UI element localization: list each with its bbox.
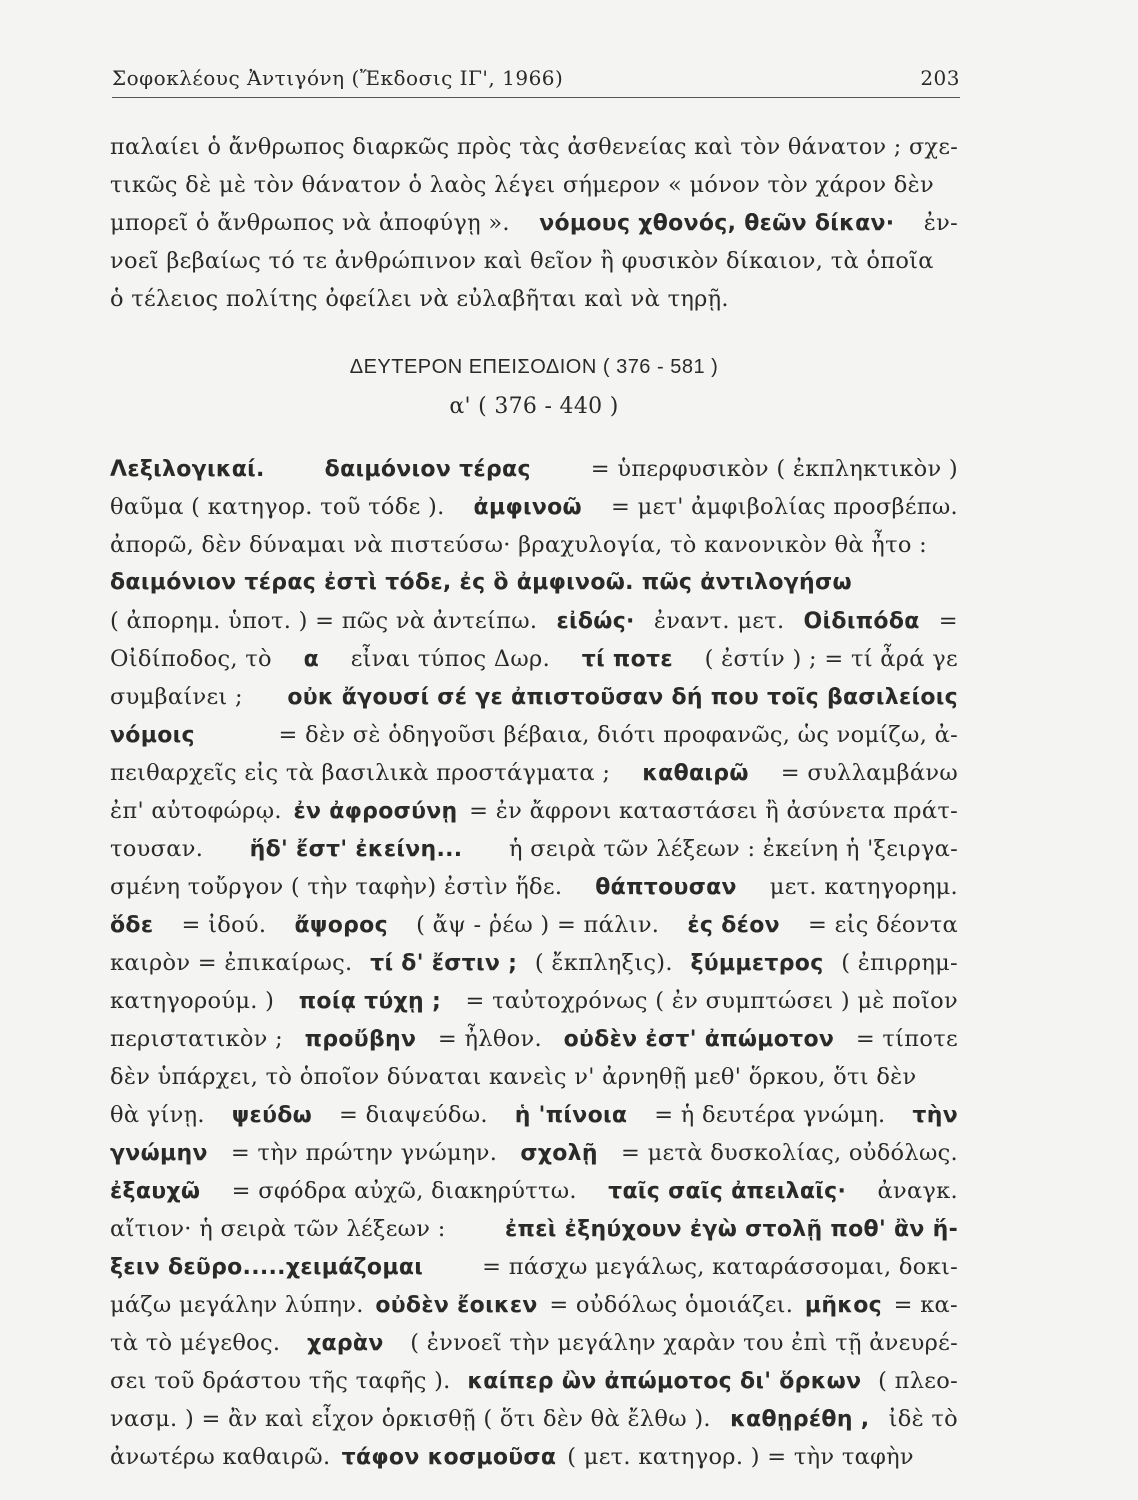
- paragraph-vocabulary: [110, 450, 958, 1476]
- text-segment: νασμ. ) = ἂν καὶ εἶχον ὁρκισθῇ ( ὅτι δὲν θὰ ἔλθω ).: [110, 1406, 711, 1432]
- text-segment: = ἦλθον.: [437, 1026, 542, 1052]
- text-segment: = τὴν πρώτην γνώμην.: [230, 1140, 498, 1166]
- lemma-term: ἡ 'πίνοια: [514, 1103, 628, 1128]
- page-number: 203: [920, 66, 960, 90]
- text-segment: = δὲν σὲ ὁδηγοῦσι βέβαια, διότι προφανῶς, ὡς νομίζω, ἀ-: [278, 722, 958, 748]
- text-segment: τουσαν.: [110, 836, 204, 862]
- lemma-term: καθαιρῶ: [642, 761, 749, 786]
- text-segment: σει τοῦ δράστου τῆς ταφῆς ).: [110, 1368, 451, 1394]
- lemma-term: ἥδ' ἔστ' ἐκείνη...: [249, 837, 463, 862]
- text-line: [110, 830, 958, 868]
- text-segment: μάζω μεγάλην λύπην.: [110, 1292, 364, 1318]
- text-segment: νοεῖ βεβαίως τό τε ἀνθρώπινον καὶ θεῖον ἢ φυσικὸν δίκαιον, τὰ ὁποῖα: [110, 248, 934, 274]
- text-segment: εἶναι τύπος Δωρ.: [350, 646, 551, 672]
- lemma-term: ἐπεὶ ἐξηύχουν ἐγὼ στολῇ ποθ' ἂν ἥ-: [504, 1217, 958, 1242]
- text-segment: = εἰς δέοντα: [808, 912, 958, 938]
- lemma-term: τί ποτε: [581, 647, 673, 672]
- text-segment: ( ἐπιρρημ-: [841, 950, 958, 976]
- text-segment: ( ἔκπληξις).: [534, 950, 673, 976]
- text-line: [110, 450, 958, 488]
- text-segment: = ὑπερφυσικὸν ( ἐκπληκτικὸν ): [590, 456, 958, 482]
- text-segment: = οὐδόλως ὁμοιάζει.: [549, 1292, 794, 1318]
- text-line: [110, 792, 958, 830]
- text-line: [110, 1248, 958, 1286]
- lemma-term: ποίᾳ τύχῃ ;: [298, 989, 442, 1014]
- lemma-term: τάφον κοσμοῦσα: [341, 1445, 557, 1470]
- header-rule: [112, 97, 960, 98]
- text-line: [110, 602, 958, 640]
- text-line: [110, 242, 958, 280]
- text-segment: παλαίει ὁ ἄνθρωπος διαρκῶς πρὸς τὰς ἀσθενείας καὶ τὸν θάνατον ; σχε-: [110, 134, 959, 160]
- text-segment: = ἡ δευτέρα γνώμη.: [654, 1102, 886, 1128]
- lemma-term: σχολῇ: [520, 1141, 598, 1166]
- lemma-term: γνώμην: [110, 1141, 208, 1166]
- text-segment: ἀπορῶ, δὲν δύναμαι νὰ πιστεύσω· βραχυλογία, τὸ κανονικὸν θὰ ἦτο :: [110, 532, 928, 558]
- text-line: [110, 280, 958, 318]
- text-line: [110, 906, 958, 944]
- lemma-term: α: [303, 647, 319, 672]
- text-segment: καιρὸν = ἐπικαίρως.: [110, 950, 353, 976]
- text-segment: τὰ τὸ μέγεθος.: [110, 1330, 281, 1356]
- text-segment: μπορεῖ ὁ ἄνθρωπος νὰ ἀποφύγῃ ».: [110, 210, 510, 236]
- lemma-term: ξειν δεῦρο.....χειμάζομαι: [110, 1255, 424, 1280]
- lemma-term: ταῖς σαῖς ἀπειλαῖς·: [608, 1179, 847, 1204]
- text-segment: ἐπ' αὐτοφώρῳ.: [110, 798, 282, 824]
- lemma-term: δαιμόνιον τέρας: [324, 457, 531, 482]
- text-line: [110, 204, 958, 242]
- text-segment: θαῦμα ( κατηγορ. τοῦ τόδε ).: [110, 494, 445, 520]
- text-line: [110, 754, 958, 792]
- text-segment: = ταὐτοχρόνως ( ἐν συμπτώσει ) μὲ ποῖον: [465, 988, 958, 1014]
- text-segment: αἴτιον· ἡ σειρὰ τῶν λέξεων :: [110, 1216, 446, 1242]
- text-line: [110, 1058, 958, 1096]
- text-segment: ἡ σειρὰ τῶν λέξεων : ἐκείνη ἡ 'ξειργα-: [508, 836, 958, 862]
- text-segment: δὲν ὑπάρχει, τὸ ὁποῖον δύναται κανεὶς ν' ἀρνηθῇ μεθ' ὅρκου, ὅτι δὲν: [110, 1064, 917, 1090]
- lemma-term: οὐδὲν ἐστ' ἀπώμοτον: [563, 1027, 835, 1052]
- text-segment: ( ἀπορημ. ὑποτ. ) = πῶς νὰ ἀντείπω.: [110, 608, 538, 634]
- lemma-term: προὔβην: [304, 1027, 417, 1052]
- lemma-term: καθῃρέθη ,: [730, 1407, 870, 1432]
- lemma-term: δαιμόνιον τέρας ἐστὶ τόδε, ἐς ὃ ἀμφινοῶ. πῶς ἀντιλογήσω: [110, 570, 852, 595]
- header-title: Σοφοκλέους Ἀντιγόνη (Ἔκδοσις ΙΓ', 1966): [112, 66, 564, 90]
- text-line: [110, 128, 958, 166]
- lemma-term: μῆκος: [804, 1293, 882, 1318]
- lemma-term: ἐς δέον: [687, 913, 780, 938]
- text-segment: = διαψεύδω.: [338, 1102, 488, 1128]
- text-line: [110, 868, 958, 906]
- lemma-term: ἄψορος: [294, 913, 388, 938]
- lemma-term: νόμους χθονός, θεῶν δίκαν·: [539, 211, 895, 236]
- text-line: [110, 166, 958, 204]
- text-line: [110, 640, 958, 678]
- text-segment: = ἰδού.: [181, 912, 267, 938]
- text-segment: = κα-: [893, 1292, 958, 1318]
- text-segment: = πάσχω μεγάλως, καταράσσομαι, δοκι-: [482, 1254, 958, 1280]
- text-segment: = τίποτε: [855, 1026, 958, 1052]
- lemma-term: θάπτουσαν: [595, 875, 737, 900]
- text-segment: = συλλαμβάνω: [780, 760, 958, 786]
- text-line: [110, 982, 958, 1020]
- text-segment: ( ἄψ - ῥέω ) = πάλιν.: [416, 912, 660, 938]
- lemma-term: οὐδὲν ἔοικεν: [375, 1293, 538, 1318]
- lemma-term: ξύμμετρος: [690, 951, 824, 976]
- text-segment: σμένη τοὔργον ( τὴν ταφὴν) ἐστὶν ἥδε.: [110, 874, 563, 900]
- lemma-term: τί δ' ἔστιν ;: [370, 951, 518, 976]
- text-segment: ἐν-: [923, 210, 958, 236]
- text-segment: ( ἐστίν ) ; = τί ἆρά γε: [704, 646, 958, 672]
- text-line: [110, 1324, 958, 1362]
- lemma-term: νόμοις: [110, 723, 195, 748]
- text-line: [110, 1134, 958, 1172]
- section-heading: ΔΕΥΤΕΡΟΝ ΕΠΕΙΣΟΔΙΟΝ ( 376 - 581 ): [349, 356, 719, 378]
- text-line: [110, 1438, 958, 1476]
- lemma-term: τὴν: [912, 1103, 958, 1128]
- text-segment: κατηγορούμ. ): [110, 988, 275, 1014]
- text-segment: ὁ τέλειος πολίτης ὀφείλει νὰ εὐλαβῆται καὶ νὰ τηρῇ.: [110, 286, 729, 312]
- text-segment: = ἐν ἄφρονι καταστάσει ἢ ἀσύνετα πράτ-: [469, 798, 958, 824]
- text-line: [110, 1210, 958, 1248]
- subsection-heading: α' ( 376 - 440 ): [449, 394, 619, 419]
- text-line: [110, 1286, 958, 1324]
- text-segment: περιστατικὸν ;: [110, 1026, 283, 1052]
- lemma-term: ψεύδω: [231, 1103, 313, 1128]
- text-segment: Οἰδίποδος, τὸ: [110, 646, 272, 672]
- text-line: [110, 716, 958, 754]
- lemma-term: ἐν ἀφροσύνῃ: [293, 799, 458, 824]
- text-line: [110, 1400, 958, 1438]
- text-segment: τικῶς δὲ μὲ τὸν θάνατον ὁ λαὸς λέγει σήμερον « μόνον τὸν χάρον δὲν: [110, 172, 934, 198]
- lemma-term: ὅδε: [110, 913, 154, 938]
- text-segment: πειθαρχεῖς εἰς τὰ βασιλικὰ προστάγματα ;: [110, 760, 611, 786]
- text-segment: ἀνωτέρω καθαιρῶ.: [110, 1444, 331, 1470]
- text-segment: συμβαίνει ;: [110, 684, 243, 710]
- text-segment: =: [938, 608, 958, 634]
- text-segment: ἰδὲ τὸ: [888, 1406, 958, 1432]
- text-line: [110, 526, 958, 564]
- text-line: [110, 564, 958, 602]
- text-line: [110, 1020, 958, 1058]
- text-segment: = μετὰ δυσκολίας, οὐδόλως.: [621, 1140, 958, 1166]
- text-segment: μετ. κατηγορημ.: [769, 874, 958, 900]
- lemma-term: οὐκ ἄγουσί σέ γε ἀπιστοῦσαν δή που τοῖς βασιλείοις: [287, 685, 958, 710]
- text-segment: ( πλεο-: [878, 1368, 958, 1394]
- lemma-term: χαρὰν: [306, 1331, 384, 1356]
- text-line: [110, 1362, 958, 1400]
- paragraph-intro: [110, 128, 958, 318]
- text-segment: ἐναντ. μετ.: [653, 608, 785, 634]
- text-body: [110, 128, 959, 1470]
- text-segment: ( μετ. κατηγορ. ) = τὴν ταφὴν: [567, 1444, 914, 1470]
- lemma-term: ἀμφινοῶ: [473, 495, 582, 520]
- text-segment: ἀναγκ.: [877, 1178, 958, 1204]
- text-line: [110, 678, 958, 716]
- text-segment: = σφόδρα αὐχῶ, διακηρύττω.: [231, 1178, 577, 1204]
- lemma-term: εἰδώς·: [556, 609, 635, 634]
- text-line: [110, 488, 958, 526]
- text-segment: = μετ' ἀμφιβολίας προσβέπω.: [610, 494, 958, 520]
- lemma-term: καίπερ ὢν ἀπώμοτος δι' ὅρκων: [467, 1369, 862, 1394]
- text-line: [110, 1096, 958, 1134]
- lemma-term: Οἰδιπόδα: [803, 609, 920, 634]
- lemma-term: ἐξαυχῶ: [110, 1179, 201, 1204]
- lemma-term: Λεξιλογικαί.: [110, 457, 265, 482]
- text-segment: ( ἐννοεῖ τὴν μεγάλην χαρὰν του ἐπὶ τῇ ἀνευρέ-: [410, 1330, 958, 1356]
- running-head: [112, 60, 960, 96]
- text-segment: θὰ γίνῃ.: [110, 1102, 205, 1128]
- text-line: [110, 944, 958, 982]
- text-line: [110, 1172, 958, 1210]
